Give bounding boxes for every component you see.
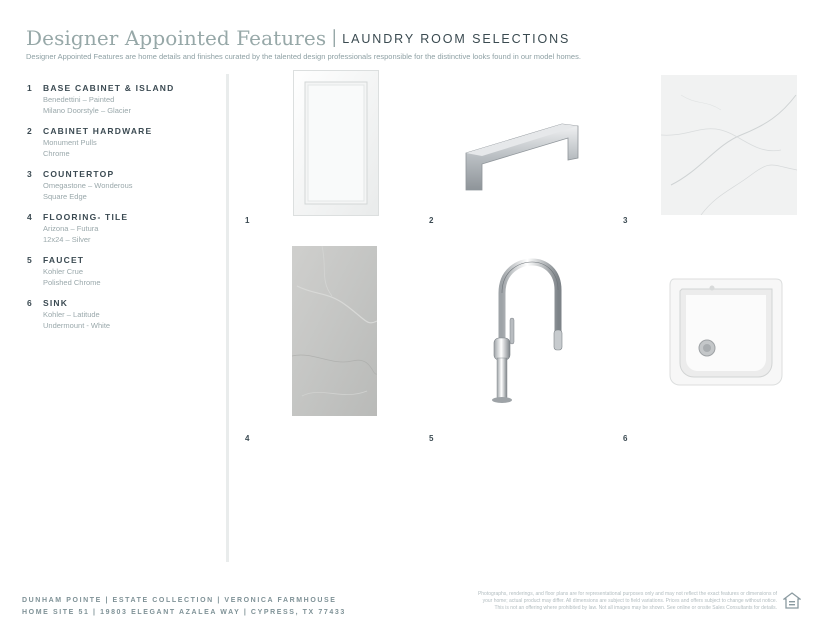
item-detail: Arizona – Futura bbox=[43, 224, 99, 233]
cabinet-door-icon bbox=[293, 70, 379, 216]
photo-number: 5 bbox=[429, 434, 434, 443]
list-item bbox=[27, 169, 212, 202]
item-name: FAUCET bbox=[43, 255, 85, 265]
item-detail: Monument Pulls bbox=[43, 138, 97, 147]
item-detail: Square Edge bbox=[43, 191, 87, 201]
equal-housing-opportunity-icon bbox=[783, 592, 801, 610]
item-name: FLOORING- TILE bbox=[43, 212, 129, 222]
item-name: BASE CABINET & ISLAND bbox=[43, 83, 175, 93]
disclaimer-line: your home; actual product may differ. All dimensions are subject to field variations. Prices and offers subject to change without notice. bbox=[482, 598, 777, 604]
item-detail: Omegastone – Wonderous bbox=[43, 181, 133, 190]
item-detail: Kohler – Latitude bbox=[43, 310, 100, 319]
list-item bbox=[27, 212, 212, 245]
page-title: Designer Appointed Features bbox=[26, 26, 327, 50]
item-name: SINK bbox=[43, 298, 69, 308]
item-number: 2 bbox=[27, 126, 32, 136]
footer-homesite-line: HOME SITE 51 | 19803 ELEGANT AZALEA WAY | CYPRESS, TX 77433 bbox=[22, 608, 346, 616]
footer-disclaimer bbox=[407, 591, 777, 612]
item-name: COUNTERTOP bbox=[43, 169, 115, 179]
quartz-countertop-icon bbox=[661, 75, 797, 215]
selection-list bbox=[27, 83, 212, 341]
item-detail: Chrome bbox=[43, 148, 70, 158]
item-number: 3 bbox=[27, 169, 32, 179]
photo-number: 6 bbox=[623, 434, 628, 443]
cabinet-pull-icon bbox=[462, 120, 582, 195]
disclaimer-line: Photographs, renderings, and floor plans are for representational purposes only and may not reflect the exact features or dimensions of bbox=[477, 591, 777, 597]
photo-number: 1 bbox=[245, 216, 250, 225]
photo-number: 3 bbox=[623, 216, 628, 225]
item-detail: Kohler Crue bbox=[43, 267, 84, 276]
page-header bbox=[26, 26, 570, 50]
page-subtitle: LAUNDRY ROOM SELECTIONS bbox=[342, 32, 571, 46]
list-item bbox=[27, 126, 212, 159]
faucet-icon bbox=[480, 258, 570, 406]
photo-number: 4 bbox=[245, 434, 250, 443]
item-number: 1 bbox=[27, 83, 32, 93]
item-detail: 12x24 – Silver bbox=[43, 234, 91, 244]
disclaimer-line: This is not an offering where prohibited by law. Not all images may be shown. See online or onsite Sales Consultants for details. bbox=[494, 605, 777, 611]
item-number: 4 bbox=[27, 212, 32, 222]
item-detail: Polished Chrome bbox=[43, 277, 101, 287]
vertical-divider bbox=[226, 74, 229, 562]
floor-tile-icon bbox=[292, 246, 377, 416]
item-number: 5 bbox=[27, 255, 32, 265]
photo-number: 2 bbox=[429, 216, 434, 225]
intro-text: Designer Appointed Features are home details and finishes curated by the talented design professionals responsible for the distinctive looks found in our model homes. bbox=[26, 52, 581, 61]
item-detail: Undermount - White bbox=[43, 320, 111, 330]
item-number: 6 bbox=[27, 298, 32, 308]
list-item bbox=[27, 255, 212, 288]
sink-icon bbox=[668, 275, 784, 387]
item-detail: Milano Doorstyle – Glacier bbox=[43, 105, 131, 115]
title-separator: | bbox=[331, 27, 338, 48]
item-name: CABINET HARDWARE bbox=[43, 126, 153, 136]
item-detail: Benedettini – Painted bbox=[43, 95, 115, 104]
footer-community-line: DUNHAM POINTE | ESTATE COLLECTION | VERONICA FARMHOUSE bbox=[22, 597, 337, 604]
list-item bbox=[27, 83, 212, 116]
list-item bbox=[27, 298, 212, 331]
footer-address bbox=[22, 595, 346, 618]
